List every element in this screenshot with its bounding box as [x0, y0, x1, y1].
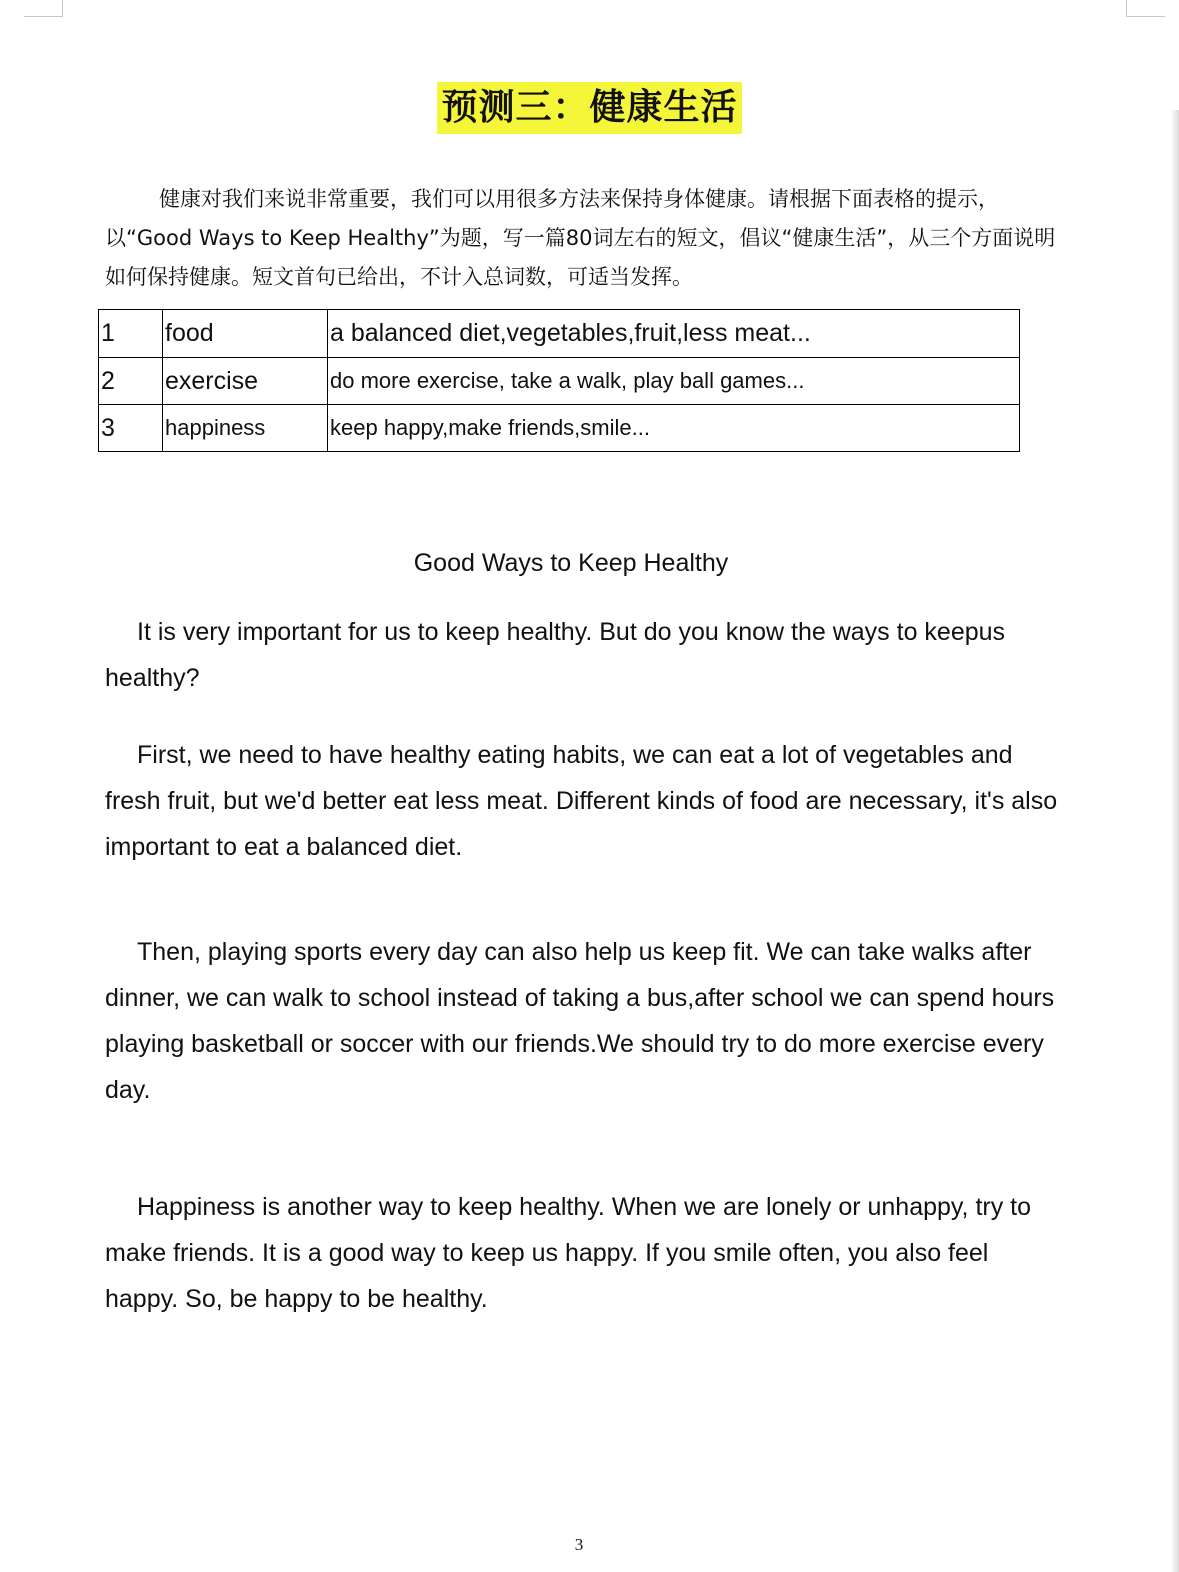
- crop-mark-top-right: [1126, 0, 1165, 17]
- page-number: 3: [574, 1535, 584, 1554]
- crop-mark-top-left: [24, 0, 63, 17]
- table-row: [99, 405, 1020, 452]
- row-topic: happiness: [163, 405, 328, 452]
- row-detail: do more exercise, take a walk, play ball games...: [328, 358, 1020, 405]
- page-edge-shadow: [1171, 110, 1179, 1572]
- page-title: 预测三：健康生活: [437, 82, 741, 134]
- table-row: [99, 310, 1020, 358]
- essay-paragraph-intro: It is very important for us to keep healthy. But do you know the ways to keepus healthy?: [105, 618, 1006, 692]
- table-row: [99, 358, 1020, 405]
- row-number: 3: [99, 405, 163, 452]
- row-topic: exercise: [163, 358, 328, 405]
- essay-paragraph-exercise: Then, playing sports every day can also help us keep fit. We can take walks after dinner, we can walk to school instead of taking a bus,after school we can spend hours playing basketball or soccer with our friends.We should try to do more exercise every day.: [105, 938, 1055, 1104]
- hints-table: [98, 309, 1020, 452]
- row-detail: keep happy,make friends,smile...: [328, 405, 1020, 452]
- row-topic: food: [163, 310, 328, 358]
- essay-paragraph-happiness: Happiness is another way to keep healthy. When we are lonely or unhappy, try to make friends. It is a good way to keep us happy. If you smile often, you also feel happy. So, be happy to be healthy.: [105, 1193, 1032, 1313]
- essay-title: Good Ways to Keep Healthy: [413, 549, 729, 577]
- row-number: 1: [99, 310, 163, 358]
- writing-instructions: 健康对我们来说非常重要，我们可以用很多方法来保持身体健康。请根据下面表格的提示，以“Good Ways to Keep Healthy”为题，写一篇80词左右的短文，倡议“健康生活”，从三个方面说明如何保持健康。短文首句已给出，不计入总词数，可适当发挥。: [105, 187, 1056, 289]
- heading-container: [0, 82, 1179, 134]
- row-detail: a balanced diet,vegetables,fruit,less meat...: [328, 310, 1020, 358]
- essay-paragraph-food: First, we need to have healthy eating habits, we can eat a lot of vegetables and fresh fruit, but we'd better eat less meat. Different kinds of food are necessary, it's also important to eat a balanced diet.: [105, 741, 1058, 861]
- row-number: 2: [99, 358, 163, 405]
